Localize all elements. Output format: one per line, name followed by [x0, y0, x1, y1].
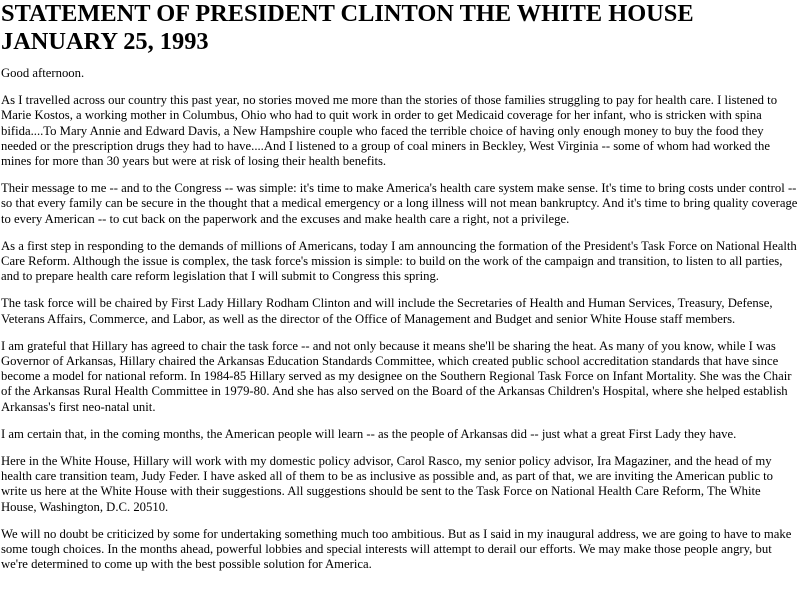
paragraph-greeting: Good afternoon.	[1, 66, 85, 80]
paragraph-tough-choices: We will no doubt be criticized by some for undertaking something much too ambitious. But as I said in my inaugural address, we are going to have to make some tough choices. In the months ahead, powerful lobbies and special interests will attempt to derail our efforts. We may make those people angry, but we're determined to come up with the best possible solution for America.	[1, 526, 792, 572]
paragraph-task-force-formation: As a first step in responding to the demands of millions of Americans, today I am announcing the formation of the President's Task Force on National Health Care Reform. Although the issue is complex, the task force's mission is simple: to build on the work of the campaign and transition, to listen to all parties, and to prepare health care reform legislation that I will submit to Congress this spring.	[1, 238, 797, 284]
paragraph-white-house-team: Here in the White House, Hillary will work with my domestic policy advisor, Carol Rasco, my senior policy advisor, Ira Magaziner, and the head of my health care transition team, Judy Feder. I have asked all of them to be as inclusive as possible and, as part of that, we are inviting the American public to write us here at the White House with their suggestions. All suggestions should be sent to the Task Force on National Health Care Reform, The White House, Washington, D.C. 20510.	[1, 454, 773, 514]
paragraph-stories: As I travelled across our country this past year, no stories moved me more than the stories of those families struggling to pay for health care. I listened to Marie Kostos, a working mother in Columbus, Ohio who had to quit work in order to get Medicaid coverage for her infant, who is stricken with spina bifida....To Mary Annie and Edward Davis, a New Hampshire couple who faced the terrible choice of having only enough money to buy the food they needed or the prescription drugs they had to have....And I listened to a group of coal miners in Beckley, West Virginia -- some of whom had worked the mines for more than 30 years but were at risk of losing their health benefits.	[1, 93, 778, 169]
paragraph-hillary-background: I am grateful that Hillary has agreed to chair the task force -- and not only because it means she'll be sharing the heat. As many of you know, while I was Governor of Arkansas, Hillary chaired the Arkansas Education Standards Committee, which created public school accreditation standards that have since become a model for national reform. In 1984-85 Hillary served as my designee on the Southern Regional Task Force on Infant Mortality. She was the Chair of the Arkansas Rural Health Committee in 1979-80. And she has also served on the Board of the Arkansas Children's Hospital, where she helped establish Arkansas's first neo-natal unit.	[1, 338, 792, 414]
paragraph-task-force-members: The task force will be chaired by First Lady Hillary Rodham Clinton and will include the Secretaries of Health and Human Services, Treasury, Defense, Veterans Affairs, Commerce, and Labor, as well as the director of the Office of Management and Budget and senior White House staff members.	[1, 296, 773, 326]
document-title: STATEMENT OF PRESIDENT CLINTON THE WHITE HOUSE JANUARY 25, 1993	[1, 0, 694, 55]
paragraph-message: Their message to me -- and to the Congress -- was simple: it's time to make America's health care system make sense. It's time to bring costs under control -- so that every family can be secure in the thought that a medical emergency or a long illness will not mean bankruptcy. And it's time to bring quality coverage to every American -- to cut back on the paperwork and the excuses and make health care a right, not a privilege.	[1, 181, 798, 226]
paragraph-first-lady: I am certain that, in the coming months, the American people will learn -- as the people of Arkansas did -- just what a great First Lady they have.	[1, 426, 737, 441]
